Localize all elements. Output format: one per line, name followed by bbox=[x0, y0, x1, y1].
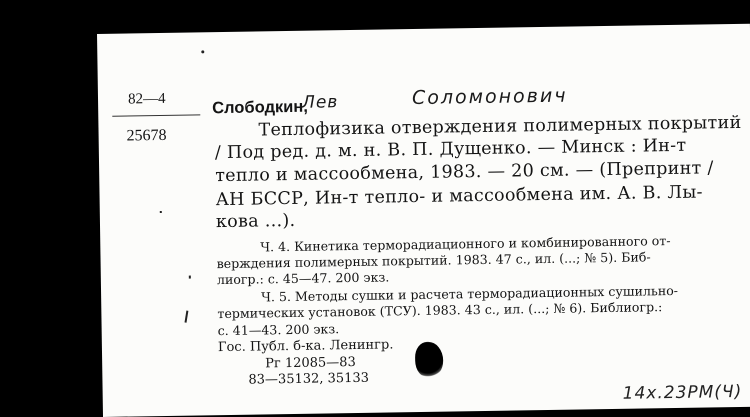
part-line: лиогр.: с. 45—47. 200 экз. bbox=[216, 269, 390, 288]
ink-speck bbox=[201, 50, 204, 53]
part-line: Ч. 4. Кинетика терморадиационного и комбинированного от- bbox=[260, 233, 671, 255]
pencil-note: 14х.23РМ(Ч) bbox=[622, 381, 743, 404]
part-line: термических установок (ТСУ). 1983. 43 с., ил. (...; № 6). Библиогр.: bbox=[217, 299, 663, 322]
part-line: верждения полимерных покрытий. 1983. 47 с., ил. (...; № 5). Биб- bbox=[216, 249, 651, 272]
ink-blot bbox=[415, 342, 444, 378]
ink-speck bbox=[189, 276, 191, 279]
handwritten-patronymic: Соломонович bbox=[411, 84, 568, 110]
title-line: АН БССР, Ин-т тепло- и массообмена им. А. В. Лы- bbox=[215, 182, 703, 211]
title-line: Теплофизика отверждения полимерных покрытий bbox=[258, 112, 742, 141]
library-name: Гос. Публ. б-ка. Ленингр. bbox=[217, 337, 394, 356]
call-number: 82—4 bbox=[127, 90, 166, 108]
ink-speck bbox=[160, 211, 162, 213]
title-line: / Под ред. д. м. н. В. П. Дущенко. — Минск : Ин-т bbox=[214, 135, 687, 164]
author-surname: Слободкин, bbox=[212, 97, 309, 118]
part-line: с. 41—43. 200 экз. bbox=[217, 321, 340, 339]
call-number-rule bbox=[112, 114, 200, 116]
handwritten-given-name: Лев bbox=[301, 92, 339, 113]
order-number: 83—35132, 35133 bbox=[248, 370, 370, 388]
accession-number: 25678 bbox=[126, 126, 167, 145]
title-line: тепло и массообмена, 1983. — 20 см. — (Препринт / bbox=[215, 158, 714, 187]
title-line: кова ...). bbox=[215, 210, 296, 233]
part-line: Ч. 5. Методы сушки и расчета терморадиационных сушильно- bbox=[261, 282, 679, 305]
ink-speck bbox=[185, 311, 189, 323]
rg-number: Рг 12085—83 bbox=[265, 354, 356, 372]
catalog-card bbox=[97, 24, 750, 417]
